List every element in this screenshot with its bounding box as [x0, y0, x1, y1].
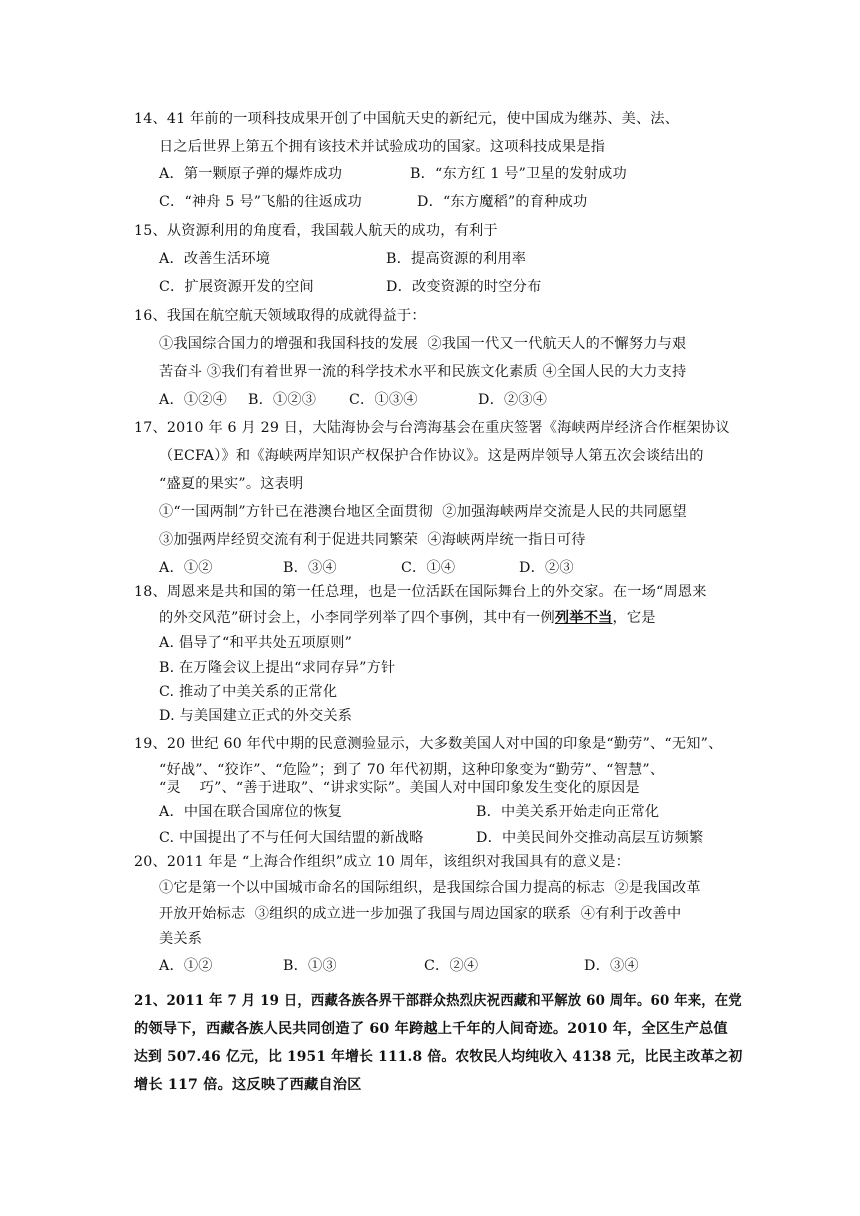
question-18-stem-line-1: 18、周恩来是共和国的第一任总理，也是一位活跃在国际舞台上的外交家。在一场“周恩来	[134, 584, 707, 600]
question-18-stem-line-2	[159, 608, 656, 628]
question-14-option-b: B．“东方红 1 号”卫星的发射成功	[410, 166, 627, 182]
question-19-stem-line-2: “好战”、“狡诈”、“危险”；到了 70 年代初期，这种印象变为“勤劳”、“智慧”、	[159, 762, 665, 778]
question-18-option-b: B. 在万隆会议上提出“求同存异”方针	[159, 660, 396, 676]
question-15-option-a: A．改善生活环境	[159, 251, 271, 267]
question-21-stem-line-4: 增长 117 倍。这反映了西藏自治区	[134, 1077, 362, 1093]
question-19-option-a: A．中国在联合国席位的恢复	[159, 804, 343, 820]
question-19-stem-line-3: “灵 巧”、“善于进取”、“讲求实际”。美国人对中国印象发生变化的原因是	[159, 780, 640, 796]
question-17-option-a: A．①②	[159, 560, 213, 576]
question-16-option-c: C．①③④	[349, 392, 418, 408]
question-20-stem-line-2: ①它是第一个以中国城市命名的国际组织，是我国综合国力提高的标志 ②是我国改革	[159, 880, 701, 896]
question-17-stem-line-5: ③加强两岸经贸交流有利于促进共同繁荣 ④海峡两岸统一指日可待	[159, 532, 586, 548]
question-15-option-c: C．扩展资源开发的空间	[159, 279, 314, 295]
question-14-stem-line-2: 日之后世界上第五个拥有该技术并试验成功的国家。这项科技成果是指	[159, 139, 606, 155]
question-19-stem-line-1: 19、20 世纪 60 年代中期的民意测验显示，大多数美国人对中国的印象是“勤劳”、“无知”、	[134, 736, 723, 752]
question-16-option-b: B．①②③	[248, 392, 317, 408]
question-21-stem-line-1: 21、2011 年 7 月 19 日，西藏各族各界干部群众热烈庆祝西藏和平解放 60 周年。60 年来，在党	[134, 993, 742, 1009]
question-14-option-c: C．“神舟 5 号”飞船的往返成功	[159, 194, 362, 210]
question-17-stem-line-4: ①“一国两制”方针已在港澳台地区全面贯彻 ②加强海峡两岸交流是人民的共同愿望	[159, 504, 687, 520]
question-19-option-b: B．中美关系开始走向正常化	[476, 804, 660, 820]
question-15-stem-line-1: 15、从资源利用的角度看，我国载人航天的成功，有利于	[134, 223, 498, 239]
question-19-option-c: C. 中国提出了不与任何大国结盟的新战略	[159, 830, 424, 846]
question-18-option-d: D. 与美国建立正式的外交关系	[159, 708, 353, 724]
question-18-emphasis: 列举不当	[554, 610, 613, 626]
question-19-option-d: D．中美民间外交推动高层互访频繁	[476, 830, 704, 846]
question-17-stem-line-1: 17、2010 年 6 月 29 日，大陆海协会与台湾海基会在重庆签署《海峡两岸经济合作框架协议	[134, 420, 730, 436]
question-17-stem-line-3: “盛夏的果实”。这表明	[159, 476, 304, 492]
question-18-stem-line-2-pre: 的外交风范”研讨会上，小李同学列举了四个事例，其中有一例	[159, 610, 555, 626]
question-17-option-d: D．②③	[519, 560, 574, 576]
question-14-option-a: A．第一颗原子弹的爆炸成功	[159, 166, 343, 182]
question-16-stem-line-2: ①我国综合国力的增强和我国科技的发展 ②我国一代又一代航天人的不懈努力与艰	[159, 336, 687, 352]
question-18-option-a: A. 倡导了“和平共处五项原则”	[159, 635, 353, 651]
question-20-stem-line-3: 开放开始标志 ③组织的成立进一步加强了我国与周边国家的联系 ④有利于改善中	[159, 906, 682, 922]
question-16-stem-line-1: 16、我国在航空航天领域取得的成就得益于：	[134, 308, 426, 324]
question-14-stem-line-1: 14、41 年前的一项科技成果开创了中国航天史的新纪元，使中国成为继苏、美、法、	[134, 111, 680, 127]
question-17-option-c: C．①④	[401, 560, 456, 576]
question-15-option-b: B．提高资源的利用率	[386, 251, 527, 267]
question-14-option-d: D．“东方魔稻”的育种成功	[417, 194, 588, 210]
question-20-option-a: A．①②	[159, 958, 213, 974]
question-21-stem-line-2: 的领导下，西藏各族人民共同创造了 60 年跨越上千年的人间奇迹。2010 年，全区生产总值	[134, 1021, 728, 1037]
question-17-stem-line-2: （ECFA）》和《海峡两岸知识产权保护合作协议》。这是两岸领导人第五次会谈结出的	[159, 448, 704, 464]
question-15-option-d: D．改变资源的时空分布	[386, 279, 542, 295]
question-20-option-d: D．③④	[584, 958, 639, 974]
question-20-option-c: C．②④	[424, 958, 479, 974]
question-16-option-a: A．①②④	[159, 392, 227, 408]
question-18-stem-line-2-post: ，它是	[612, 610, 656, 626]
question-18-option-c: C. 推动了中美关系的正常化	[159, 684, 338, 700]
question-21-stem-line-3: 达到 507.46 亿元，比 1951 年增长 111.8 倍。农牧民人均纯收入 4138 元，比民主改革之初	[134, 1049, 743, 1065]
question-16-stem-line-3: 苦奋斗 ③我们有着世界一流的科学技术水平和民族文化素质 ④全国人民的大力支持	[159, 364, 687, 380]
question-20-option-b: B．①③	[283, 958, 337, 974]
question-20-stem-line-1: 20、2011 年是 “上海合作组织”成立 10 周年，该组织对我国具有的意义是：	[134, 854, 631, 870]
question-20-stem-line-4: 美关系	[159, 931, 203, 947]
question-17-option-b: B．③④	[283, 560, 337, 576]
question-16-option-d: D．②③④	[478, 392, 548, 408]
